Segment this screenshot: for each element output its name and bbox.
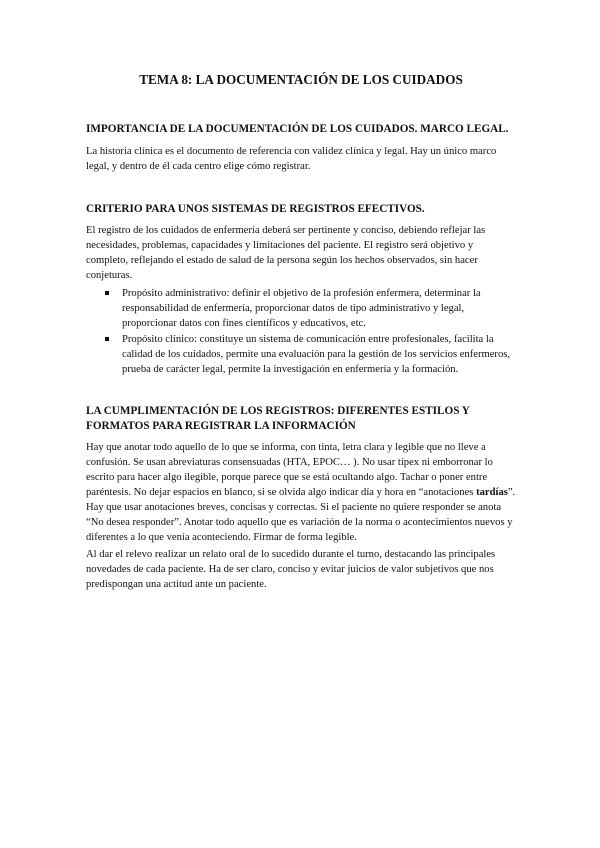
- list-item: [86, 286, 516, 331]
- section-paragraph: La historia clínica es el documento de referencia con validez clínica y legal. Hay un único marco legal, y dentro de él cada centro elige cómo registrar.: [86, 146, 497, 172]
- list-item-text: Propósito clínico: constituye un sistema de comunicación entre profesionales, facilita la calidad de los cuidados, permite una evaluación para la gestión de los servicios enfermeros, prueba de carácter legal, permite la investigación en enfermería y la formación.: [122, 334, 511, 375]
- list-item: [86, 332, 516, 377]
- emphasized-text: tardías: [476, 487, 508, 498]
- square-bullet-icon: [105, 337, 109, 341]
- document-title: TEMA 8: LA DOCUMENTACIÓN DE LOS CUIDADOS: [139, 72, 463, 87]
- section-paragraph: [86, 440, 516, 545]
- section-heading-cumplimentacion: LA CUMPLIMENTACIÓN DE LOS REGISTROS: DIFERENTES ESTILOS Y FORMATOS PARA REGISTRAR LA INFORMACIÓN: [86, 405, 470, 432]
- section-heading-importancia: IMPORTANCIA DE LA DOCUMENTACIÓN DE LOS CUIDADOS. MARCO LEGAL.: [86, 123, 509, 135]
- section-paragraph: Al dar el relevo realizar un relato oral de lo sucedido durante el turno, destacando las principales novedades de cada paciente. Ha de ser claro, conciso y evitar juicios de valor subjetivos que nos predispongan una actitud ante un paciente.: [86, 549, 496, 590]
- section-paragraph: El registro de los cuidados de enfermería deberá ser pertinente y conciso, debiendo reflejar las necesidades, problemas, capacidades y limitaciones del paciente. El registro será objetivo y completo, reflejando el estado de salud de la persona según los hechos observados, sin hacer conjeturas.: [86, 225, 486, 281]
- section-heading-criterio: CRITERIO PARA UNOS SISTEMAS DE REGISTROS EFECTIVOS.: [86, 203, 425, 215]
- square-bullet-icon: [105, 291, 109, 295]
- bullet-list: [86, 286, 516, 378]
- list-item-text: Propósito administrativo: definir el objetivo de la profesión enfermera, determinar la responsabilidad de enfermería, proporcionar datos de tipo administrativo y legal, proporcionar datos con fines científicos y educativos, etc.: [122, 288, 481, 329]
- paragraph-text: Hay que anotar todo aquello de lo que se informa, con tinta, letra clara y legible que no lleve a confusión. Se usan abreviaturas consensuadas (HTA, EPOC… ). No usar típex ni emborronar lo escrito para hacer algo ilegible, porque parece que se está ocultando algo. Tachar o poner entre paréntesis. No dejar espacios en blanco, si se olvida algo indicar día y hora en “anotaciones: [86, 442, 493, 498]
- paragraph-text: ”. Hay que usar anotaciones breves, concisas y correctas. Si el paciente no quiere responder se anota “No desea responder”. Anotar todo aquello que es variación de la norma o acontecimientos nuevos y diferentes a lo que venía aconteciendo. Firmar de forma legible.: [86, 487, 516, 543]
